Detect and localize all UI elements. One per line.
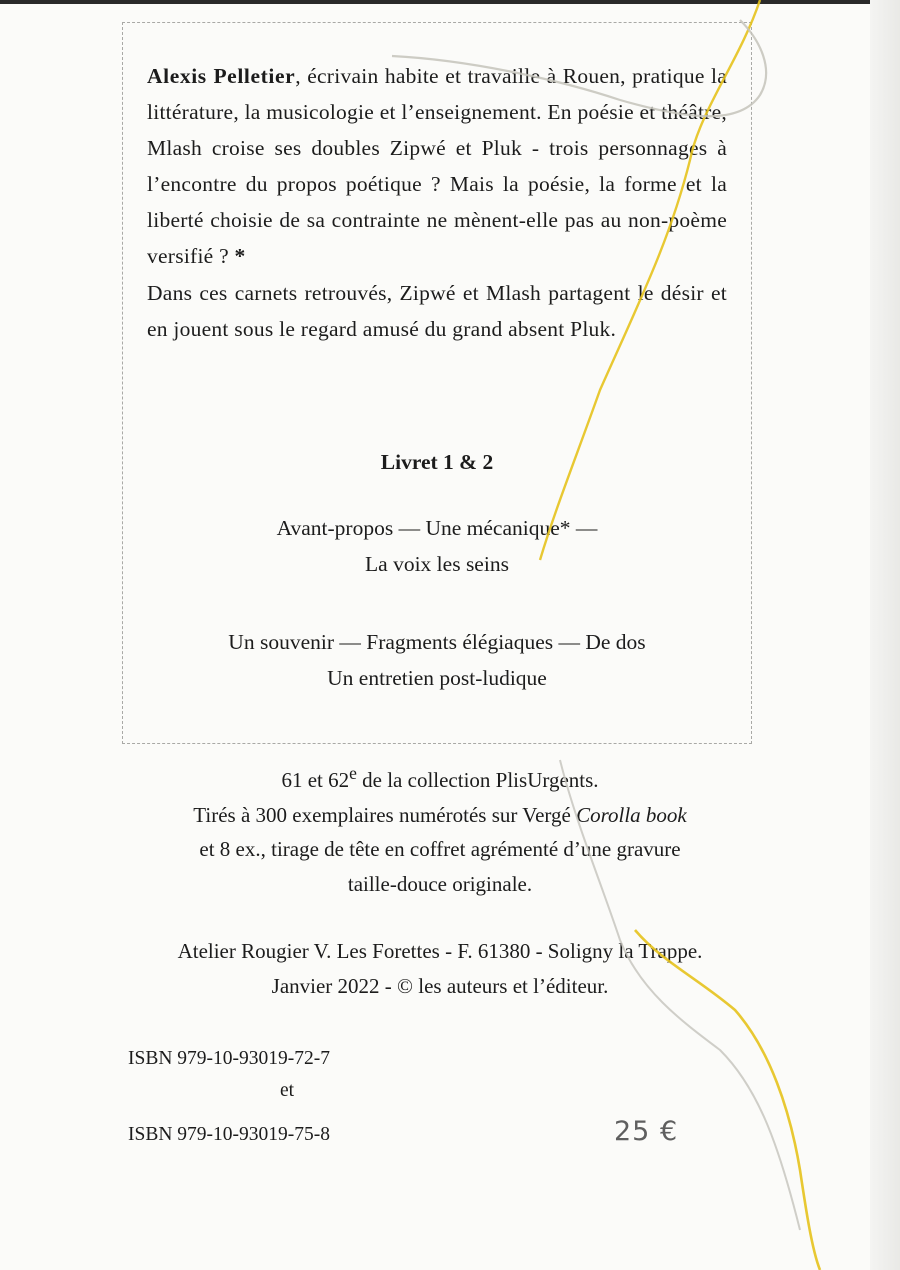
- publication-date: Janvier 2022 - © les auteurs et l’éditeur.: [271, 973, 609, 998]
- colophon-print-run: Tirés à 300 exemplaires numérotés sur Vergé: [193, 802, 577, 827]
- colophon-number: 61 et 62: [281, 768, 350, 792]
- author-name: Alexis Pelletier: [147, 64, 296, 88]
- contents-line-1: Avant-propos — Une mécanique* —: [276, 516, 598, 540]
- colophon-collection: de la collection PlisUrgents.: [356, 768, 599, 792]
- colophon-superscript: e: [349, 763, 357, 783]
- isbn-second: ISBN 979-10-93019-75-8: [128, 1124, 331, 1145]
- colophon-line-1: [100, 756, 780, 798]
- livret-title: Livret 1 & 2: [380, 450, 494, 474]
- colophon-line-3: et 8 ex., tirage de tête en coffret agrémenté d’une gravure: [199, 837, 681, 861]
- bio-asterisk: *: [234, 244, 246, 269]
- publisher-address: Atelier Rougier V. Les Forettes - F. 61380 - Soligny la Trappe.: [177, 939, 703, 963]
- author-bio: [147, 58, 727, 347]
- bio-text-1: , écrivain habite et travaille à Rouen, pratique la littérature, la musicologie et l’enseignement. En poésie et théâtre, Mlash croise ses doubles Zipwé et Pluk - trois personnages à l’encontre du propos poétique ? Mais la poésie, la forme et la liberté choisie de sa contrainte ne mènent-elle pas au non-poème versifié ?: [147, 64, 727, 269]
- contents-line-3: Un souvenir — Fragments élégiaques — De dos: [228, 630, 646, 654]
- colophon-line-4: taille-douce originale.: [347, 871, 533, 896]
- top-edge: [0, 0, 900, 4]
- bio-paragraph-2: Dans ces carnets retrouvés, Zipwé et Mlash partagent le désir et en jouent sous le regard amusé du grand absent Pluk.: [147, 280, 727, 341]
- contents-group-1: [122, 510, 752, 582]
- bio-paragraph-1: [147, 58, 727, 275]
- price-label: 25 €: [614, 1116, 679, 1147]
- isbn-first: ISBN 979-10-93019-72-7: [128, 1048, 331, 1069]
- contents-line-2: La voix les seins: [365, 552, 509, 576]
- colophon-line-2: [100, 798, 780, 833]
- page-edge: [870, 0, 900, 1270]
- colophon: [100, 756, 780, 901]
- colophon-paper-name: Corolla book: [576, 802, 687, 827]
- contents-line-4: Un entretien post-ludique: [327, 666, 547, 690]
- publisher-info: [100, 934, 780, 1003]
- isbn-conjunction: et: [280, 1080, 295, 1101]
- contents-group-2: [122, 624, 752, 696]
